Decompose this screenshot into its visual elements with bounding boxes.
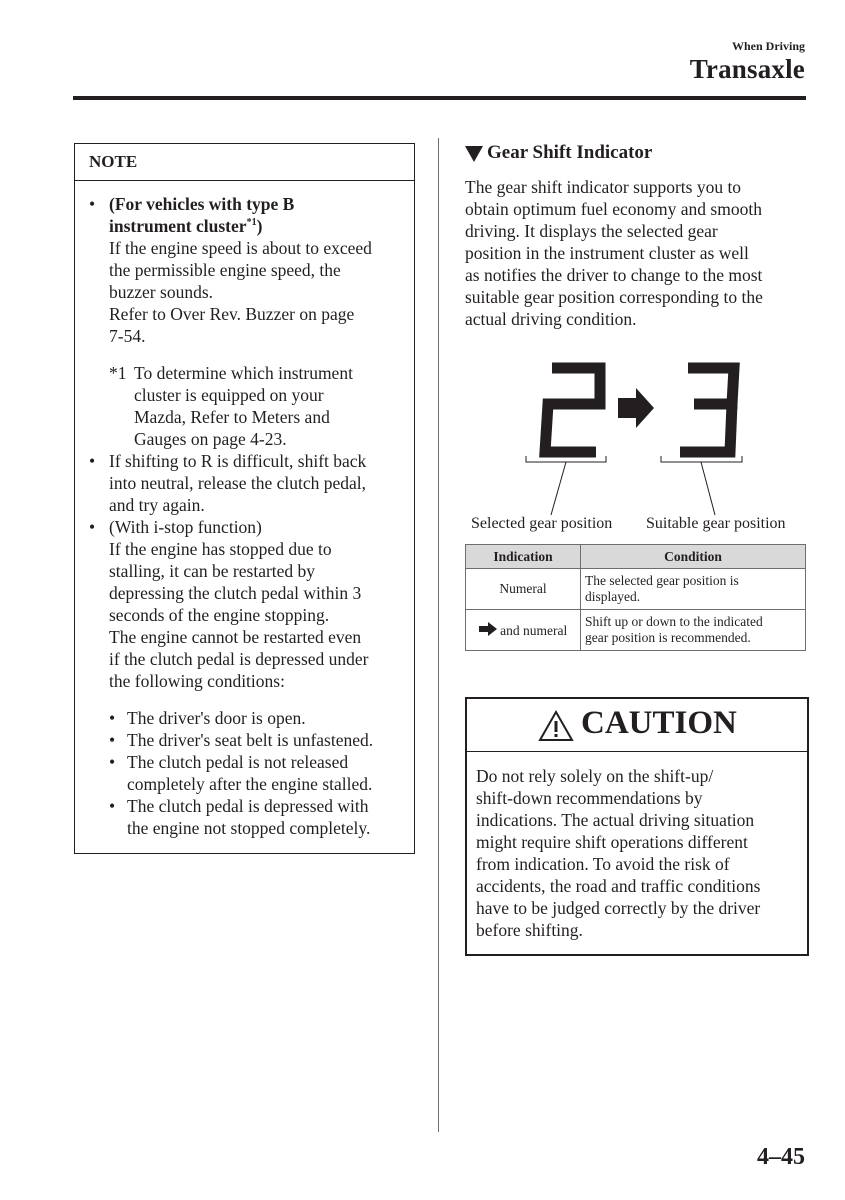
page-title: Transaxle [689, 54, 805, 84]
table-cell-indication: and numeral [466, 610, 581, 651]
table-header-condition: Condition [581, 545, 806, 569]
caution-line: Do not rely solely on the shift-up/ [476, 766, 714, 786]
caution-line: might require shift operations different [476, 832, 748, 852]
condition-item: the engine not stopped completely. [127, 818, 371, 838]
bullet-dot: • [109, 752, 116, 772]
note-bullet3-line: stalling, it can be restarted by [109, 561, 316, 581]
warning-triangle-icon [538, 710, 574, 742]
caution-line: accidents, the road and traffic conditions [476, 876, 761, 896]
footnote-line: cluster is equipped on your [134, 385, 324, 405]
bullet-dot: • [109, 708, 116, 728]
footnote-line: Mazda, Refer to Meters and [134, 407, 330, 427]
footnote-line: Gauges on page 4-23. [134, 429, 287, 449]
caution-line: from indication. To avoid the risk of [476, 854, 730, 874]
table-cell-condition: The selected gear position is displayed. [581, 569, 806, 610]
footnote-line: To determine which instrument [134, 363, 353, 383]
gear-shift-heading: Gear Shift Indicator [487, 142, 653, 163]
caution-title: CAUTION [581, 705, 737, 741]
arrow-icon [479, 622, 497, 636]
caution-line: have to be judged correctly by the driver [476, 898, 761, 918]
footnote-marker: *1 [109, 363, 127, 383]
note-bullet1-bold-line1: (For vehicles with type B [109, 194, 295, 214]
page-number: 4–45 [757, 1144, 805, 1170]
gear-body-line: suitable gear position corresponding to the [465, 287, 763, 307]
bullet-dot: • [89, 517, 96, 537]
note-bullet3-line: The engine cannot be restarted even [109, 627, 362, 647]
bullet-dot: • [89, 451, 96, 471]
column-divider [438, 138, 439, 1132]
table-header-row [466, 545, 806, 569]
table-cell-indication: Numeral [466, 569, 581, 610]
bullet-dot: • [109, 796, 116, 816]
indication-table [465, 544, 806, 651]
gear-body-line: obtain optimum fuel economy and smooth [465, 199, 762, 219]
condition-item: The driver's seat belt is unfastened. [127, 730, 374, 750]
bullet-dot: • [109, 730, 116, 750]
gear-body-line: The gear shift indicator supports you to [465, 177, 742, 197]
note-bullet1-line: If the engine speed is about to exceed [109, 238, 372, 258]
bullet-dot: • [89, 194, 96, 214]
gear-body-line: position in the instrument cluster as well [465, 243, 749, 263]
gear-indicator-illustration [505, 356, 760, 522]
note-bullet3-line: seconds of the engine stopping. [109, 605, 330, 625]
gear-body-line: actual driving condition. [465, 309, 637, 329]
note-title: NOTE [89, 152, 138, 171]
selected-gear-digit [545, 368, 600, 452]
note-bullet1-line: 7-54. [109, 326, 146, 346]
note-bullet3-line: depressing the clutch pedal within 3 [109, 583, 362, 603]
condition-item: The clutch pedal is depressed with [127, 796, 369, 816]
note-bullet1-line: the permissible engine speed, the [109, 260, 341, 280]
header-rule [73, 96, 806, 100]
note-bullet2-line: and try again. [109, 495, 205, 515]
note-bullet2-line: If shifting to R is difficult, shift back [109, 451, 367, 471]
section-label: When Driving [731, 39, 805, 53]
condition-item: The clutch pedal is not released [127, 752, 349, 772]
caution-line: indications. The actual driving situation [476, 810, 755, 830]
note-bullet3-line: (With i-stop function) [109, 517, 262, 537]
note-bullet3-line: the following conditions: [109, 671, 285, 691]
table-row [466, 569, 806, 610]
caution-line: before shifting. [476, 920, 583, 940]
note-bullet1-bold-line2: instrument cluster$^{*1}$) [109, 216, 263, 236]
suitable-gear-label: Suitable gear position [646, 515, 786, 532]
selected-gear-label: Selected gear position [471, 515, 613, 532]
suitable-gear-digit [680, 368, 734, 452]
note-bullet3-line: if the clutch pedal is depressed under [109, 649, 369, 669]
table-row [466, 610, 806, 651]
note-bullet1-line: buzzer sounds. [109, 282, 214, 302]
note-bullet1-line: Refer to Over Rev. Buzzer on page [109, 304, 355, 324]
caution-header [467, 699, 807, 752]
note-bullet3-line: If the engine has stopped due to [109, 539, 332, 559]
gear-body-line: as notifies the driver to change to the most [465, 265, 763, 285]
note-bullet2-line: into neutral, release the clutch pedal, [109, 473, 367, 493]
section-triangle-icon [465, 146, 483, 162]
gear-body-line: driving. It displays the selected gear [465, 221, 718, 241]
condition-item: completely after the engine stalled. [127, 774, 373, 794]
note-box [74, 143, 415, 854]
caution-box [465, 697, 809, 956]
caution-line: shift-down recommendations by [476, 788, 703, 808]
table-header-indication: Indication [466, 545, 581, 569]
table-cell-condition: Shift up or down to the indicated gear position is recommended. [581, 610, 806, 651]
condition-item: The driver's door is open. [127, 708, 306, 728]
shift-arrow-icon [618, 388, 654, 428]
note-header [75, 144, 414, 181]
